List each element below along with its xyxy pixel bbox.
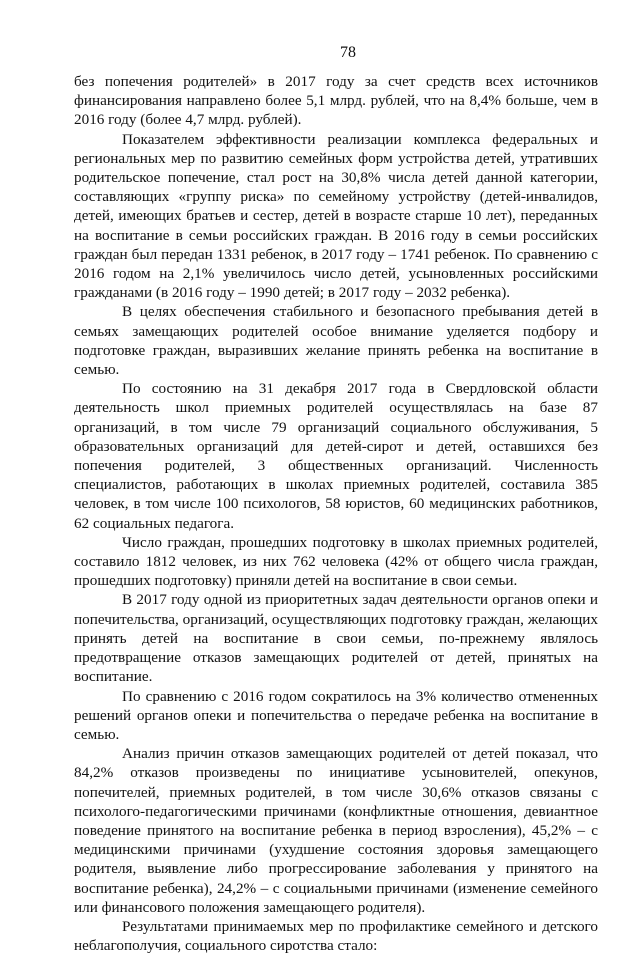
paragraph-2: Показателем эффективности реализации комплекса федеральных и региональных мер по развитию семейных форм устройства детей, утративших родительское попечение, стал рост на 30,8% числа детей данной категории, составляющих «группу риска» по семейному устройству (детей-инвалидов, детей, имеющих братьев и сестер, детей в возрасте старше 10 лет), переданных на воспитание в семьи российских граждан. В 2016 году в семьи российских граждан был передан 1331 ребенок, в 2017 году – 1741 ребенок. По сравнению с 2016 годом на 2,1% увеличилось число детей, усыновленных российскими гражданами (в 2016 году – 1990 детей; в 2017 году – 2032 ребенка). <box>74 130 598 302</box>
paragraph-6: В 2017 году одной из приоритетных задач деятельности органов опеки и попечительства, организаций, осуществляющих подготовку граждан, желающих принять детей на воспитание в свои семьи, по-прежнему являлось предотвращение отказов замещающих родителей от детей, принятых на воспитание. <box>74 591 598 686</box>
paragraph-7: По сравнению с 2016 годом сократилось на 3% количество отмененных решений органов опеки и попечительства о передаче ребенка на воспитание в семью. <box>74 687 598 743</box>
paragraph-9: Результатами принимаемых мер по профилактике семейного и детского неблагополучия, социального сиротства стало: <box>74 917 598 955</box>
paragraph-8: Анализ причин отказов замещающих родителей от детей показал, что 84,2% отказов произведены по инициативе усыновителей, опекунов, попечителей, приемных родителей, в том числе 30,6% отказов связаны с психолого-педагогическими причинами (конфликтные отношения, девиантное поведение принятого на воспитание ребенка в период взросления), 45,2% – с медицинскими причинами (ухудшение состояния здоровья замещающего родителя, выявление либо прогрессирование заболевания у принятого на воспитание ребенка), 24,2% – с социальными причинами (изменение семейного или финансового положения замещающего родителя). <box>74 745 598 916</box>
paragraph-3: В целях обеспечения стабильного и безопасного пребывания детей в семьях замещающих родителей особое внимание уделяется подбору и подготовке граждан, выразивших желание принять ребенка на воспитание в семью. <box>74 303 598 379</box>
paragraph-1: без попечения родителей» в 2017 году за счет средств всех источников финансирования направлено более 5,1 млрд. рублей, что на 8,4% больше, чем в 2016 году (более 4,7 млрд. рублей). <box>74 73 598 129</box>
page-number: 78 <box>340 44 356 61</box>
paragraph-4: По состоянию на 31 декабря 2017 года в Свердловской области деятельность школ приемных родителей осуществлялась на базе 87 организаций, в том числе 79 организаций социального обслуживания, 5 образовательных организаций для детей-сирот и детей, оставшихся без попечения родителей, 3 общественных организаций. Численность специалистов, работающих в школах приемных родителей, составила 385 человек, в том числе 100 психологов, 58 юристов, 60 медицинских работников, 62 социальных педагога. <box>74 380 598 532</box>
paragraph-5: Число граждан, прошедших подготовку в школах приемных родителей, составило 1812 человек, из них 762 человека (42% от общего числа граждан, прошедших подготовку) приняли детей на воспитание в свои семьи. <box>74 533 598 590</box>
